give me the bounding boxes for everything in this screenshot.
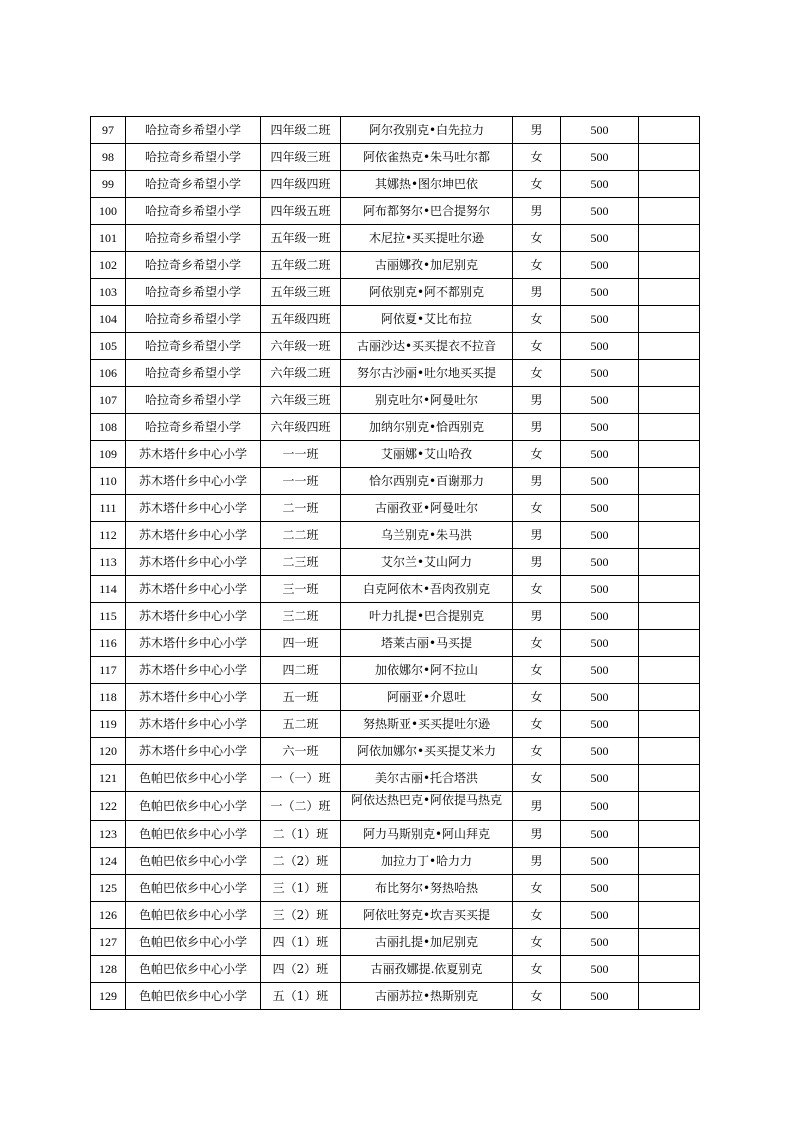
class-name: 三一班 [261, 576, 341, 603]
student-gender: 女 [513, 360, 561, 387]
remark [639, 198, 700, 225]
class-name: 二三班 [261, 549, 341, 576]
row-number: 105 [91, 333, 126, 360]
table-row [91, 576, 700, 603]
student-name: 古丽娜孜•加尼别克 [341, 252, 513, 279]
student-gender: 女 [513, 441, 561, 468]
grant-amount: 500 [561, 225, 639, 252]
remark [639, 522, 700, 549]
table-row [91, 306, 700, 333]
grant-amount: 500 [561, 468, 639, 495]
grant-amount: 500 [561, 522, 639, 549]
school-name: 色帕巴依乡中心小学 [126, 792, 261, 821]
row-number: 123 [91, 821, 126, 848]
grant-amount: 500 [561, 414, 639, 441]
remark [639, 495, 700, 522]
class-name: 五年级四班 [261, 306, 341, 333]
student-gender: 男 [513, 549, 561, 576]
grant-amount: 500 [561, 738, 639, 765]
class-name: 二（2）班 [261, 848, 341, 875]
remark [639, 630, 700, 657]
grant-amount: 500 [561, 603, 639, 630]
table-row [91, 252, 700, 279]
table-row [91, 171, 700, 198]
row-number: 98 [91, 144, 126, 171]
grant-amount: 500 [561, 198, 639, 225]
remark [639, 549, 700, 576]
school-name: 哈拉奇乡希望小学 [126, 306, 261, 333]
row-number: 109 [91, 441, 126, 468]
table-row [91, 117, 700, 144]
table-row [91, 765, 700, 792]
school-name: 哈拉奇乡希望小学 [126, 387, 261, 414]
remark [639, 603, 700, 630]
table-row [91, 792, 700, 821]
table-row [91, 956, 700, 983]
row-number: 106 [91, 360, 126, 387]
row-number: 120 [91, 738, 126, 765]
student-name: 叶力扎提•巴合提别克 [341, 603, 513, 630]
student-name: 木尼拉•买买提吐尔逊 [341, 225, 513, 252]
student-gender: 女 [513, 875, 561, 902]
class-name: 五（1）班 [261, 983, 341, 1010]
table-row [91, 603, 700, 630]
student-name: 其娜热•图尔坤巴依 [341, 171, 513, 198]
student-gender: 女 [513, 738, 561, 765]
grant-amount: 500 [561, 495, 639, 522]
student-gender: 男 [513, 387, 561, 414]
table-row [91, 495, 700, 522]
student-name: 努热斯亚•买买提吐尔逊 [341, 711, 513, 738]
table-row [91, 711, 700, 738]
student-name: 加拉力丁•哈力力 [341, 848, 513, 875]
student-gender: 女 [513, 252, 561, 279]
school-name: 苏木塔什乡中心小学 [126, 549, 261, 576]
student-gender: 男 [513, 792, 561, 821]
remark [639, 576, 700, 603]
student-gender: 男 [513, 603, 561, 630]
grant-amount: 500 [561, 306, 639, 333]
student-gender: 女 [513, 929, 561, 956]
remark [639, 468, 700, 495]
student-gender: 女 [513, 765, 561, 792]
student-gender: 女 [513, 711, 561, 738]
school-name: 哈拉奇乡希望小学 [126, 360, 261, 387]
school-name: 哈拉奇乡希望小学 [126, 252, 261, 279]
class-name: 六一班 [261, 738, 341, 765]
student-gender: 女 [513, 576, 561, 603]
remark [639, 333, 700, 360]
row-number: 117 [91, 657, 126, 684]
remark [639, 875, 700, 902]
remark [639, 441, 700, 468]
student-name: 古丽沙达•买买提衣不拉音 [341, 333, 513, 360]
school-name: 色帕巴依乡中心小学 [126, 848, 261, 875]
student-name: 阿尔孜别克•白先拉力 [341, 117, 513, 144]
row-number: 102 [91, 252, 126, 279]
class-name: 六年级二班 [261, 360, 341, 387]
class-name: 四年级二班 [261, 117, 341, 144]
school-name: 苏木塔什乡中心小学 [126, 738, 261, 765]
row-number: 104 [91, 306, 126, 333]
grant-amount: 500 [561, 630, 639, 657]
class-name: 四年级五班 [261, 198, 341, 225]
row-number: 101 [91, 225, 126, 252]
row-number: 112 [91, 522, 126, 549]
student-gender: 女 [513, 306, 561, 333]
table-row [91, 983, 700, 1010]
school-name: 苏木塔什乡中心小学 [126, 630, 261, 657]
remark [639, 414, 700, 441]
school-name: 苏木塔什乡中心小学 [126, 576, 261, 603]
class-name: 五年级二班 [261, 252, 341, 279]
row-number: 97 [91, 117, 126, 144]
class-name: 四一班 [261, 630, 341, 657]
remark [639, 738, 700, 765]
table-row [91, 875, 700, 902]
table-row [91, 468, 700, 495]
class-name: 四（1）班 [261, 929, 341, 956]
school-name: 哈拉奇乡希望小学 [126, 279, 261, 306]
remark [639, 983, 700, 1010]
student-name: 阿力马斯别克•阿山拜克 [341, 821, 513, 848]
student-name: 古丽扎提•加尼别克 [341, 929, 513, 956]
grant-amount: 500 [561, 711, 639, 738]
table-row [91, 821, 700, 848]
student-gender: 女 [513, 684, 561, 711]
class-name: 二一班 [261, 495, 341, 522]
remark [639, 279, 700, 306]
student-gender: 女 [513, 902, 561, 929]
student-name: 艾丽娜•艾山哈孜 [341, 441, 513, 468]
remark [639, 117, 700, 144]
table-row [91, 144, 700, 171]
class-name: 五年级一班 [261, 225, 341, 252]
table-row [91, 549, 700, 576]
class-name: 四年级四班 [261, 171, 341, 198]
remark [639, 792, 700, 821]
student-name: 恰尔西别克•百谢那力 [341, 468, 513, 495]
grant-amount: 500 [561, 929, 639, 956]
grant-amount: 500 [561, 956, 639, 983]
school-name: 色帕巴依乡中心小学 [126, 929, 261, 956]
remark [639, 711, 700, 738]
student-name: 加依娜尔•阿不拉山 [341, 657, 513, 684]
school-name: 色帕巴依乡中心小学 [126, 875, 261, 902]
school-name: 苏木塔什乡中心小学 [126, 495, 261, 522]
class-name: 四年级三班 [261, 144, 341, 171]
student-name: 阿依加娜尔•买买提艾米力 [341, 738, 513, 765]
student-gender: 男 [513, 468, 561, 495]
student-name: 布比努尔•努热哈热 [341, 875, 513, 902]
table-row [91, 902, 700, 929]
grant-amount: 500 [561, 821, 639, 848]
table-row [91, 738, 700, 765]
student-gender: 女 [513, 983, 561, 1010]
school-name: 苏木塔什乡中心小学 [126, 441, 261, 468]
student-gender: 女 [513, 333, 561, 360]
student-roster-table [90, 116, 700, 1010]
student-gender: 女 [513, 171, 561, 198]
row-number: 113 [91, 549, 126, 576]
remark [639, 387, 700, 414]
student-name: 古丽孜娜提.依夏别克 [341, 956, 513, 983]
table-row [91, 630, 700, 657]
student-gender: 男 [513, 522, 561, 549]
class-name: 六年级一班 [261, 333, 341, 360]
student-gender: 男 [513, 279, 561, 306]
row-number: 110 [91, 468, 126, 495]
school-name: 苏木塔什乡中心小学 [126, 684, 261, 711]
grant-amount: 500 [561, 549, 639, 576]
student-name: 努尔古沙丽•吐尔地买买提 [341, 360, 513, 387]
class-name: 三二班 [261, 603, 341, 630]
row-number: 129 [91, 983, 126, 1010]
class-name: 六年级三班 [261, 387, 341, 414]
grant-amount: 500 [561, 576, 639, 603]
school-name: 色帕巴依乡中心小学 [126, 821, 261, 848]
class-name: 二（1）班 [261, 821, 341, 848]
student-gender: 男 [513, 117, 561, 144]
grant-amount: 500 [561, 657, 639, 684]
remark [639, 225, 700, 252]
grant-amount: 500 [561, 387, 639, 414]
student-name: 美尔古丽•托合塔洪 [341, 765, 513, 792]
grant-amount: 500 [561, 360, 639, 387]
row-number: 127 [91, 929, 126, 956]
school-name: 哈拉奇乡希望小学 [126, 117, 261, 144]
class-name: 二二班 [261, 522, 341, 549]
grant-amount: 500 [561, 983, 639, 1010]
grant-amount: 500 [561, 279, 639, 306]
row-number: 126 [91, 902, 126, 929]
table-row [91, 387, 700, 414]
student-name: 加纳尔别克•恰西别克 [341, 414, 513, 441]
table-row [91, 198, 700, 225]
table-row [91, 684, 700, 711]
class-name: 四二班 [261, 657, 341, 684]
remark [639, 171, 700, 198]
row-number: 107 [91, 387, 126, 414]
student-gender: 女 [513, 657, 561, 684]
row-number: 119 [91, 711, 126, 738]
remark [639, 821, 700, 848]
remark [639, 684, 700, 711]
student-name: 别克吐尔•阿曼吐尔 [341, 387, 513, 414]
table-row [91, 929, 700, 956]
remark [639, 252, 700, 279]
row-number: 122 [91, 792, 126, 821]
row-number: 99 [91, 171, 126, 198]
remark [639, 306, 700, 333]
row-number: 103 [91, 279, 126, 306]
table-row [91, 848, 700, 875]
student-gender: 男 [513, 821, 561, 848]
school-name: 色帕巴依乡中心小学 [126, 765, 261, 792]
student-gender: 女 [513, 144, 561, 171]
row-number: 125 [91, 875, 126, 902]
grant-amount: 500 [561, 171, 639, 198]
grant-amount: 500 [561, 792, 639, 821]
student-name: 古丽苏拉•热斯别克 [341, 983, 513, 1010]
row-number: 111 [91, 495, 126, 522]
class-name: 一一班 [261, 441, 341, 468]
table-row [91, 225, 700, 252]
grant-amount: 500 [561, 875, 639, 902]
remark [639, 360, 700, 387]
class-name: 三（1）班 [261, 875, 341, 902]
school-name: 哈拉奇乡希望小学 [126, 171, 261, 198]
student-name: 阿依吐努克•坎吉买买提 [341, 902, 513, 929]
row-number: 100 [91, 198, 126, 225]
school-name: 苏木塔什乡中心小学 [126, 711, 261, 738]
row-number: 108 [91, 414, 126, 441]
row-number: 124 [91, 848, 126, 875]
class-name: 五一班 [261, 684, 341, 711]
table-row [91, 279, 700, 306]
school-name: 色帕巴依乡中心小学 [126, 983, 261, 1010]
grant-amount: 500 [561, 441, 639, 468]
remark [639, 657, 700, 684]
student-gender: 女 [513, 630, 561, 657]
student-name: 阿依夏•艾比布拉 [341, 306, 513, 333]
row-number: 121 [91, 765, 126, 792]
grant-amount: 500 [561, 252, 639, 279]
student-name: 艾尔兰•艾山阿力 [341, 549, 513, 576]
class-name: 一（一）班 [261, 765, 341, 792]
school-name: 哈拉奇乡希望小学 [126, 225, 261, 252]
student-gender: 女 [513, 225, 561, 252]
school-name: 苏木塔什乡中心小学 [126, 603, 261, 630]
row-number: 114 [91, 576, 126, 603]
student-gender: 男 [513, 198, 561, 225]
table-row [91, 657, 700, 684]
school-name: 哈拉奇乡希望小学 [126, 144, 261, 171]
school-name: 苏木塔什乡中心小学 [126, 468, 261, 495]
student-name: 阿依雀热克•朱马吐尔都 [341, 144, 513, 171]
school-name: 色帕巴依乡中心小学 [126, 902, 261, 929]
remark [639, 144, 700, 171]
student-name: 塔莱古丽•马买提 [341, 630, 513, 657]
student-name: 古丽孜亚•阿曼吐尔 [341, 495, 513, 522]
remark [639, 902, 700, 929]
class-name: 四（2）班 [261, 956, 341, 983]
class-name: 一一班 [261, 468, 341, 495]
student-name: 阿依达热巴克•阿依提马热克 [341, 792, 513, 821]
student-name: 阿依别克•阿不都别克 [341, 279, 513, 306]
row-number: 118 [91, 684, 126, 711]
student-name: 白克阿依木•吾肉孜别克 [341, 576, 513, 603]
student-name: 阿丽亚•介恩吐 [341, 684, 513, 711]
school-name: 色帕巴依乡中心小学 [126, 956, 261, 983]
grant-amount: 500 [561, 848, 639, 875]
student-gender: 女 [513, 956, 561, 983]
remark [639, 956, 700, 983]
roster-body [91, 117, 700, 1010]
row-number: 116 [91, 630, 126, 657]
student-name: 乌兰别克•朱马洪 [341, 522, 513, 549]
table-row [91, 441, 700, 468]
class-name: 五二班 [261, 711, 341, 738]
grant-amount: 500 [561, 902, 639, 929]
student-gender: 男 [513, 848, 561, 875]
grant-amount: 500 [561, 333, 639, 360]
school-name: 哈拉奇乡希望小学 [126, 333, 261, 360]
row-number: 115 [91, 603, 126, 630]
remark [639, 929, 700, 956]
school-name: 哈拉奇乡希望小学 [126, 198, 261, 225]
student-gender: 女 [513, 495, 561, 522]
student-gender: 男 [513, 414, 561, 441]
table-row [91, 414, 700, 441]
class-name: 一（二）班 [261, 792, 341, 821]
school-name: 苏木塔什乡中心小学 [126, 657, 261, 684]
student-name: 阿布都努尔•巴合提努尔 [341, 198, 513, 225]
table-row [91, 333, 700, 360]
school-name: 苏木塔什乡中心小学 [126, 522, 261, 549]
school-name: 哈拉奇乡希望小学 [126, 414, 261, 441]
table-row [91, 522, 700, 549]
table-row [91, 360, 700, 387]
grant-amount: 500 [561, 117, 639, 144]
grant-amount: 500 [561, 765, 639, 792]
grant-amount: 500 [561, 144, 639, 171]
class-name: 五年级三班 [261, 279, 341, 306]
class-name: 六年级四班 [261, 414, 341, 441]
class-name: 三（2）班 [261, 902, 341, 929]
row-number: 128 [91, 956, 126, 983]
remark [639, 848, 700, 875]
remark [639, 765, 700, 792]
grant-amount: 500 [561, 684, 639, 711]
